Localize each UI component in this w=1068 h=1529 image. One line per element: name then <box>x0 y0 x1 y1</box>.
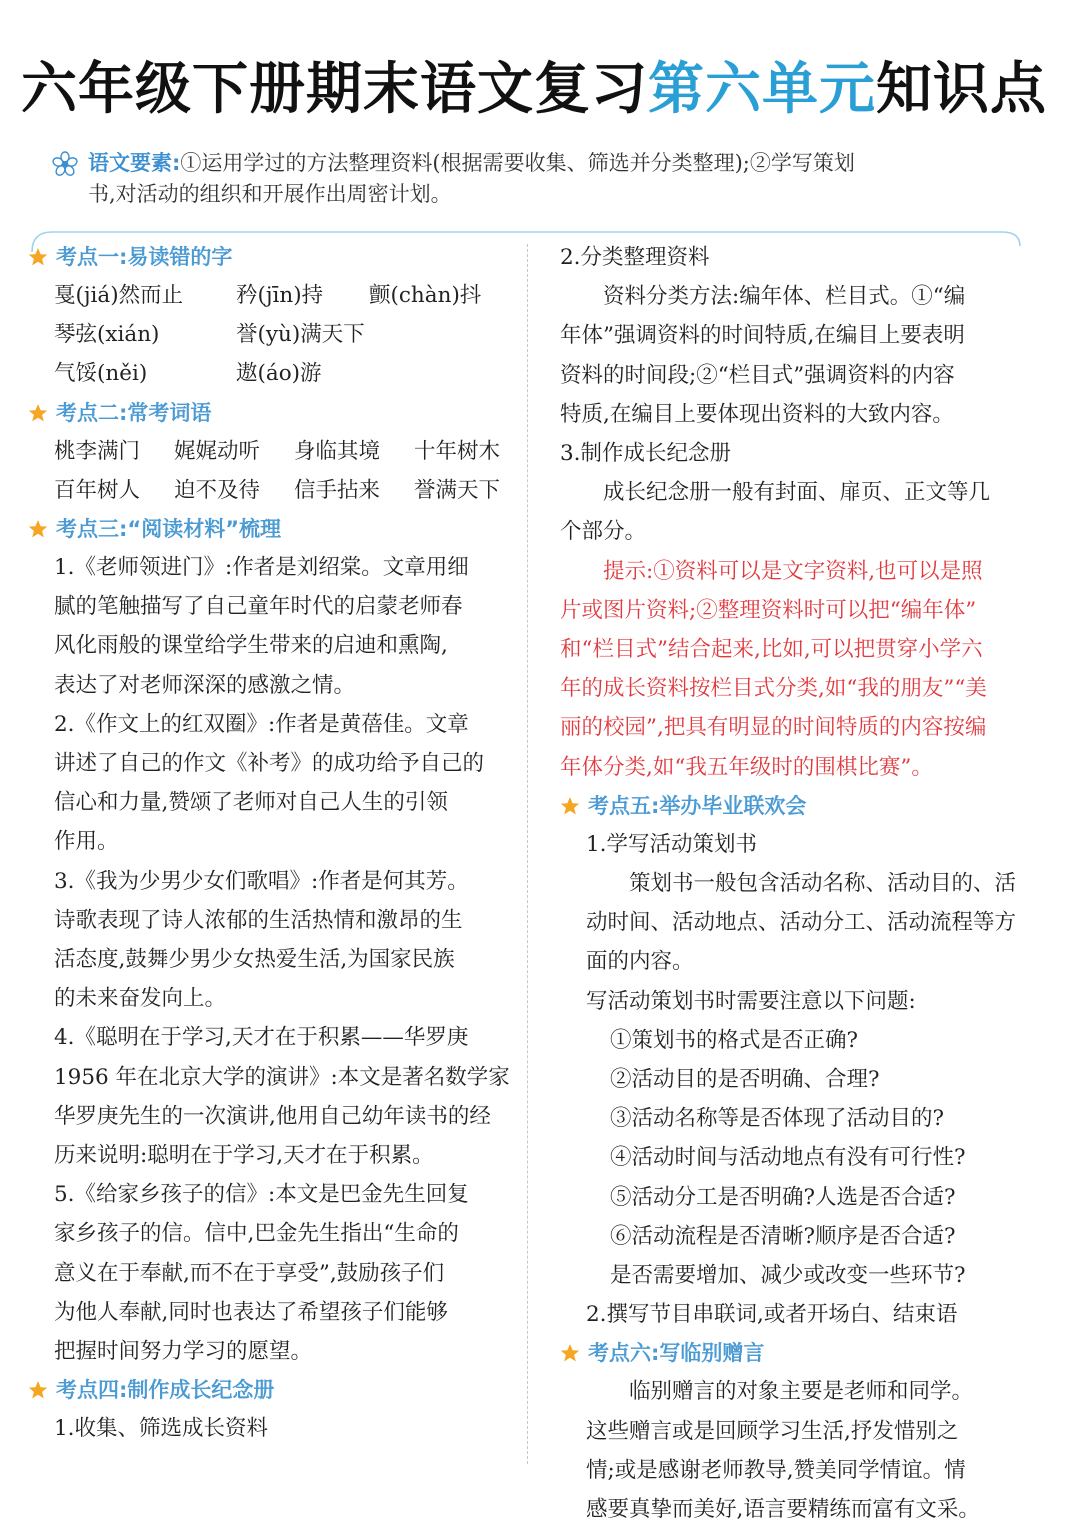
requirement-label: 语文要素: <box>88 151 181 175</box>
text-line: 华罗庚先生的一次演讲,他用自己幼年读书的经 <box>54 1103 491 1129</box>
text-line: 面的内容。 <box>586 949 694 975</box>
text-line: 临别赠言的对象主要是老师和同学。 <box>629 1379 974 1405</box>
text-line: 作用。 <box>54 829 119 855</box>
flower-icon <box>52 151 78 177</box>
word-item: 琴弦(xián) <box>54 322 160 348</box>
list-item: ②活动目的是否明确、合理? <box>610 1067 880 1093</box>
kp1-word-grid <box>28 276 528 394</box>
text-line: 风化雨般的课堂给学生带来的启迪和熏陶, <box>54 633 448 659</box>
list-item: ①策划书的格式是否正确? <box>610 1027 859 1053</box>
text-line: 活态度,鼓舞少男少女热爱生活,为国家民族 <box>54 947 455 973</box>
kp5-body <box>560 864 1030 1021</box>
kp1-heading <box>28 238 528 276</box>
kp5-sub1: 1.学写活动策划书 <box>586 831 758 857</box>
word-item: 戛(jiá)然而止 <box>54 283 184 308</box>
text-line: 情;或是感谢老师教导,赞美同学情谊。情 <box>586 1457 966 1483</box>
tip-line: 片或图片资料;②整理资料时可以把“编年体” <box>560 597 977 623</box>
text-line: 特质,在编目上要体现出资料的大致内容。 <box>560 401 954 427</box>
text-line: 信心和力量,赞颂了老师对自己人生的引领 <box>54 790 448 816</box>
kp5-checklist <box>560 1021 1030 1295</box>
kp4-heading-text: 考点四:制作成长纪念册 <box>56 1378 275 1403</box>
page-title <box>0 52 1068 128</box>
text-line: 5.《给家乡孩子的信》:本文是巴金先生回复 <box>54 1182 469 1208</box>
star-icon <box>28 247 48 267</box>
kp2-heading-text: 考点二:常考词语 <box>56 400 212 425</box>
title-part2-highlight: 第六单元 <box>648 57 876 122</box>
text-line: 诗歌表现了诗人浓郁的生活热情和激昂的生 <box>54 907 463 933</box>
list-item: ⑥活动流程是否清晰?顺序是否合适? <box>610 1223 956 1249</box>
kp6-heading <box>560 1334 1030 1372</box>
text-line: 这些赠言或是回顾学习生活,抒发惜别之 <box>586 1418 959 1444</box>
requirement-line1: ①运用学过的方法整理资料(根据需要收集、筛选并分类整理);②学写策划 <box>180 151 855 175</box>
text-line: 资料的时间段;②“栏目式”强调资料的内容 <box>560 362 955 388</box>
kp2-heading <box>28 394 528 432</box>
sec2-body <box>560 277 1030 434</box>
star-icon <box>28 1380 48 1400</box>
word-item <box>369 315 529 354</box>
text-line: 把握时间努力学习的愿望。 <box>54 1339 313 1365</box>
tip-line: 提示:①资料可以是文字资料,也可以是照 <box>603 558 983 584</box>
text-line: 的未来奋发向上。 <box>54 986 227 1012</box>
word-item: 桃李满门 <box>54 438 141 464</box>
sec3-body <box>560 473 1030 551</box>
tip-box <box>560 552 1030 787</box>
tip-line: 年的成长资料按栏目式分类,如“我的朋友”“美 <box>560 676 987 702</box>
text-line: 2.《作文上的红双圈》:作者是黄蓓佳。文章 <box>54 711 469 737</box>
title-part1: 六年级下册期末语文复习 <box>21 57 648 122</box>
word-item: 信手拈来 <box>294 477 381 503</box>
word-item: 气馁(něi) <box>54 361 148 387</box>
sec2-title: 2.分类整理资料 <box>560 245 710 270</box>
word-item: 矜(jīn)持 <box>236 283 324 308</box>
text-line: 个部分。 <box>560 519 647 545</box>
kp6-body <box>560 1372 1030 1529</box>
list-item: 是否需要增加、减少或改变一些环节? <box>610 1263 966 1289</box>
requirement-line2: 书,对活动的组织和开展作出周密计划。 <box>88 182 452 206</box>
left-column <box>28 238 528 1448</box>
kp2-word-grid <box>28 432 528 510</box>
kp4-heading <box>28 1371 528 1409</box>
word-item: 娓娓动听 <box>174 438 261 464</box>
word-item: 遨(áo)游 <box>236 361 322 387</box>
star-icon <box>560 1343 580 1363</box>
list-item: ⑤活动分工是否明确?人选是否合适? <box>610 1184 956 1210</box>
text-line: 写活动策划书时需要注意以下问题: <box>586 988 916 1014</box>
kp3-heading <box>28 510 528 548</box>
list-item: ③活动名称等是否体现了活动目的? <box>610 1106 945 1132</box>
tip-line: 丽的校园”,把具有明显的时间特质的内容按编 <box>560 715 987 741</box>
text-line: 感要真挚而美好,语言要精练而富有文采。 <box>586 1497 980 1523</box>
text-line: 为他人奉献,同时也表达了希望孩子们能够 <box>54 1299 448 1325</box>
kp5-heading <box>560 787 1030 825</box>
text-line: 3.《我为少男少女们歌唱》:作者是何其芳。 <box>54 868 469 894</box>
text-line: 动时间、活动地点、活动分工、活动流程等方 <box>586 910 1017 936</box>
word-item: 迫不及待 <box>174 477 261 503</box>
kp5-sub2: 2.撰写节目串联词,或者开场白、结束语 <box>586 1302 958 1328</box>
text-line: 意义在于奉献,而不在于享受”,鼓励孩子们 <box>54 1260 445 1286</box>
text-line: 腻的笔触描写了自己童年时代的启蒙老师春 <box>54 594 463 620</box>
kp4-line: 1.收集、筛选成长资料 <box>54 1416 269 1442</box>
text-line: 4.《聪明在于学习,天才在于积累——华罗庚 <box>54 1025 469 1051</box>
text-line: 年体”强调资料的时间特质,在编目上要表明 <box>560 323 965 349</box>
title-part3: 知识点 <box>876 57 1047 122</box>
word-item: 身临其境 <box>294 438 381 464</box>
unit-requirement <box>52 148 1022 210</box>
kp3-heading-text: 考点三:“阅读材料”梳理 <box>56 517 282 542</box>
kp6-heading-text: 考点六:写临别赠言 <box>588 1341 765 1366</box>
text-line: 讲述了自己的作文《补考》的成功给予自己的 <box>54 751 485 777</box>
word-item: 十年树木 <box>414 438 501 464</box>
kp1-heading-text: 考点一:易读错的字 <box>56 245 233 269</box>
sec3-title: 3.制作成长纪念册 <box>560 441 732 467</box>
right-column <box>560 238 1030 1529</box>
text-line: 表达了对老师深深的感激之情。 <box>54 672 356 698</box>
word-item <box>369 354 529 393</box>
star-icon <box>28 403 48 423</box>
text-line: 历来说明:聪明在于学习,天才在于积累。 <box>54 1143 434 1169</box>
tip-line: 年体分类,如“我五年级时的围棋比赛”。 <box>560 754 933 780</box>
text-line: 成长纪念册一般有封面、扉页、正文等几 <box>603 480 991 506</box>
kp5-heading-text: 考点五:举办毕业联欢会 <box>588 793 807 818</box>
kp3-body <box>28 548 528 1371</box>
text-line: 家乡孩子的信。信中,巴金先生指出“生命的 <box>54 1221 459 1247</box>
star-icon <box>560 796 580 816</box>
text-line: 1956 年在北京大学的演讲》:本文是著名数学家 <box>54 1064 510 1090</box>
text-line: 策划书一般包含活动名称、活动目的、活 <box>629 871 1017 897</box>
list-item: ④活动时间与活动地点有没有可行性? <box>610 1145 966 1171</box>
text-line: 资料分类方法:编年体、栏目式。①“编 <box>603 284 966 310</box>
tip-line: 和“栏目式”结合起来,比如,可以把贯穿小学六 <box>560 637 983 663</box>
word-item: 誉满天下 <box>414 477 501 503</box>
text-line: 1.《老师领进门》:作者是刘绍棠。文章用细 <box>54 555 469 581</box>
word-item: 百年树人 <box>54 477 141 503</box>
word-item: 誉(yù)满天下 <box>236 322 365 348</box>
star-icon <box>28 519 48 539</box>
word-item: 颤(chàn)抖 <box>369 283 482 308</box>
